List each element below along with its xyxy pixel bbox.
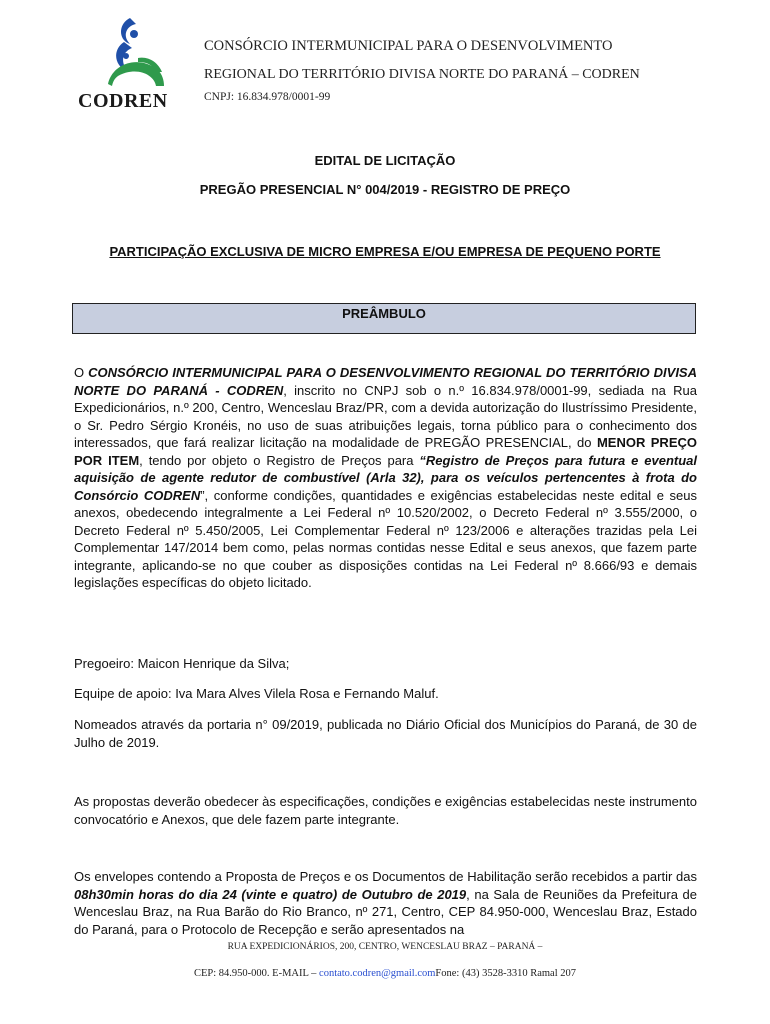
- propostas-paragraph: As propostas deverão obedecer às especificações, condições e exigências estabelecidas neste instrumento convocatório e Anexos, que dele fazem parte integrante.: [74, 794, 697, 827]
- criterio-julgamento: MENOR PREÇO POR ITEM: [74, 435, 697, 468]
- header-cnpj: CNPJ: 16.834.978/0001-99: [204, 91, 331, 103]
- nomeados-paragraph: Nomeados através da portaria n° 09/2019, publicada no Diário Oficial dos Municípios do Paraná, de 30 de Julho de 2019.: [74, 717, 697, 750]
- pregao-title: PREGÃO PRESENCIAL N° 004/2019 - REGISTRO DE PREÇO: [199, 182, 571, 197]
- preambulo-box: [72, 303, 696, 334]
- pregoeiro-line: Pregoeiro: Maicon Henrique da Silva;: [74, 656, 290, 671]
- participacao-title: PARTICIPAÇÃO EXCLUSIVA DE MICRO EMPRESA E/OU EMPRESA DE PEQUENO PORTE: [109, 244, 661, 259]
- logo-text: CODREN: [78, 90, 168, 112]
- text-run: ”, conforme condições, quantidades e exigências estabelecidas neste edital e seus anexos, obedecendo integralmente a Lei Federal nº 10.520/2002, o Decreto Federal nº 3.555/2000, o Decreto Federal nº 5.450/2005, Lei Complementar Federal nº 123/2006 e alterações trazidas pela Lei Complementar 147/2014 bem como, pelas normas contidas nesse Edital e seus anexos, que fazem parte integrante, aplicando-se no que couber as disposições contidas na Lei Federal nº 8.666/93 e demais legislações específicas do objeto licitado.: [74, 487, 697, 590]
- footer-email-link[interactable]: contato.codren@gmail.com: [319, 968, 436, 979]
- equipe-apoio-line: Equipe de apoio: Iva Mara Alves Vilela Rosa e Fernando Maluf.: [74, 686, 439, 701]
- text-run: , inscrito no CNPJ sob o n.º 16.834.978/0001-99, sediada na Rua Expedicionários, n.º 200, Centro, Wenceslau Braz/PR, com a devida autorização do Ilustríssimo Presidente, o Sr. Pedro Sérgio Kronéis, no uso de suas atribuições legais, torna público para o conhecimento dos interessados, que fará realizar licitação na modalidade de PREGÃO PRESENCIAL, do: [74, 382, 697, 450]
- text-run: , na Sala de Reuniões da Prefeitura de Wenceslau Braz, na Rua Barão do Rio Branco, nº 271, Centro, CEP 84.950-000, Wenceslau Braz, Estado do Paraná, para o Protocolo de Recepção e serão apresentados na: [74, 886, 697, 937]
- header-org-name-line1: CONSÓRCIO INTERMUNICIPAL PARA O DESENVOLVIMENTO: [204, 38, 613, 54]
- footer-phone: Fone: (43) 3528-3310 Ramal 207: [435, 968, 576, 979]
- envelopes-paragraph: [74, 868, 697, 938]
- consortium-name: CONSÓRCIO INTERMUNICIPAL PARA O DESENVOLVIMENTO REGIONAL DO TERRITÓRIO DIVISA NORTE DO PARANÁ - CODREN: [74, 365, 697, 398]
- footer-address: RUA EXPEDICIONÁRIOS, 200, CENTRO, WENCESLAU BRAZ – PARANÁ –: [227, 942, 543, 952]
- header-org-name-line2: REGIONAL DO TERRITÓRIO DIVISA NORTE DO PARANÁ – CODREN: [204, 67, 640, 82]
- objeto-licitacao: “Registro de Preços para futura e eventual aquisição de agente redutor de combustível (Arla 32), para os veículos pertencentes à frota do Consórcio CODREN: [74, 452, 697, 503]
- preambulo-heading: PREÂMBULO: [342, 306, 426, 321]
- text-run: O: [74, 365, 89, 380]
- globe-logo-icon: [78, 14, 190, 94]
- letterhead: [72, 10, 712, 110]
- footer-cep: CEP: 84.950-000. E-MAIL –: [194, 968, 320, 979]
- edital-title: EDITAL DE LICITAÇÃO: [314, 153, 456, 168]
- footer-contact: [0, 968, 770, 979]
- text-run: Os envelopes contendo a Proposta de Preços e os Documentos de Habilitação serão recebidos a partir das: [74, 869, 697, 884]
- text-run: , tendo por objeto o Registro de Preços para: [139, 452, 420, 468]
- data-abertura: 08h30min horas do dia 24 (vinte e quatro) de Outubro de 2019: [74, 886, 467, 902]
- preambulo-paragraph: [74, 364, 697, 592]
- codren-logo: [78, 14, 190, 110]
